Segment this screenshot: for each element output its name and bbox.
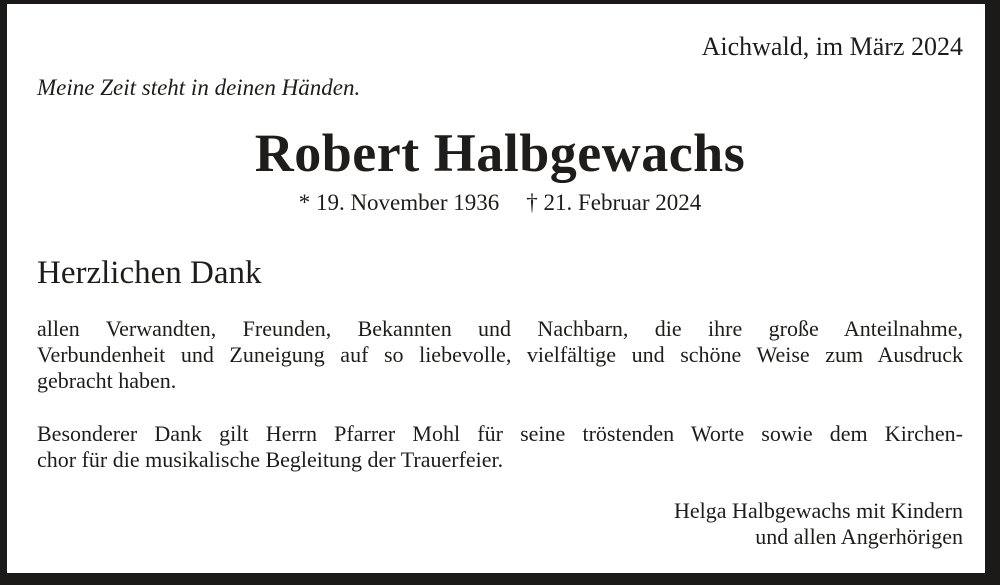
- motto-quote: Meine Zeit steht in deinen Händen.: [37, 75, 361, 100]
- signature-block: [37, 498, 963, 550]
- dateline: Aichwald, im März 2024: [701, 32, 963, 61]
- birth-date: * 19. November 1936: [298, 190, 500, 215]
- deceased-name: Robert Halbgewachs: [254, 123, 746, 183]
- paragraph-line: Besonderer Dank gilt Herrn Pfarrer Mohl für seine tröstenden Worte sowie dem Kirchen-: [37, 421, 963, 446]
- paragraph-line: chor für die musikalische Begleitung der Trauerfeier.: [37, 447, 504, 472]
- life-dates: [37, 190, 963, 216]
- special-thanks-paragraph: [37, 421, 963, 473]
- signature-line: Helga Halbgewachs mit Kindern: [674, 498, 963, 523]
- paragraph-line: gebracht haben.: [37, 368, 177, 393]
- signature-line: und allen Angerhörigen: [755, 524, 963, 549]
- notice-sheet: [7, 4, 985, 573]
- thanks-paragraph: [37, 316, 963, 394]
- paragraph-line: allen Verwandten, Freunden, Bekannten und Nachbarn, die ihre große Anteilnahme,: [37, 316, 963, 341]
- thanks-heading: Herzlichen Dank: [37, 255, 262, 291]
- paragraph-line: Verbundenheit und Zuneigung auf so liebevolle, vielfältige und schöne Weise zum Ausdruck: [37, 342, 963, 367]
- death-date: † 21. Februar 2024: [526, 190, 702, 215]
